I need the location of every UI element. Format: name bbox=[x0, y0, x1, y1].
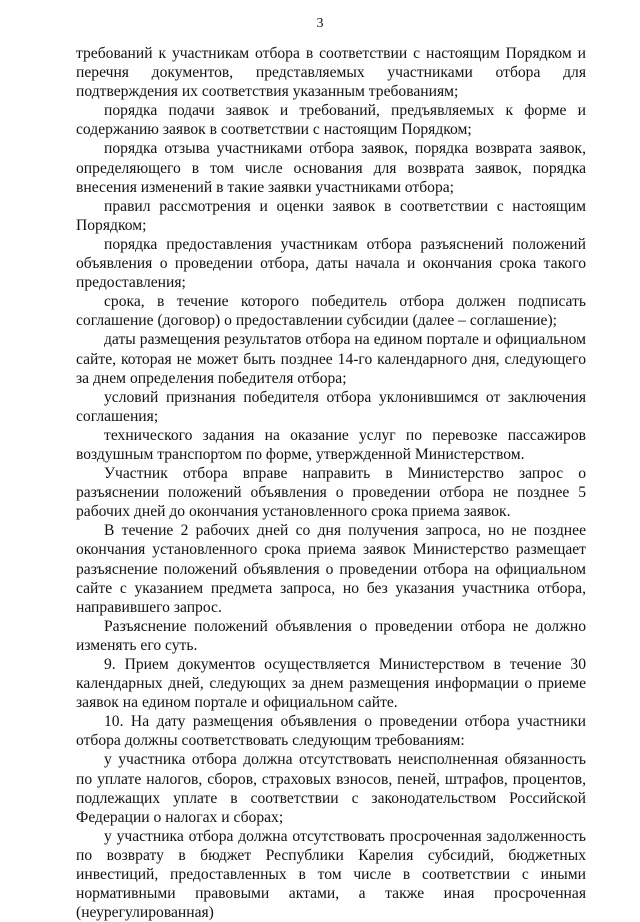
paragraph-technical-task: технического задания на оказание услуг по перевозке пассажиров воздушным транспортом по форме, утвержденной Министерством. bbox=[76, 426, 586, 463]
paragraph-tax-debt: у участника отбора должна отсутствовать неисполненная обязанность по уплате налогов, сборов, страховых взносов, пеней, штрафов, процентов, подлежащих уплате в соответствии с законодательством Российской Федерации о налогах и сборах; bbox=[76, 751, 586, 826]
paragraph-item-10: 10. На дату размещения объявления о проведении отбора участники отбора должны соответствовать следующим требованиям: bbox=[76, 713, 586, 750]
paragraph-application-procedure: порядка подачи заявок и требований, предъявляемых к форме и содержанию заявок в соответствии с настоящим Порядком; bbox=[76, 102, 586, 139]
page-number: 3 bbox=[316, 16, 324, 31]
document-body bbox=[76, 44, 586, 922]
paragraph-results-date: даты размещения результатов отбора на едином портале и официальном сайте, которая не может быть позднее 14-го календарного дня, следующего за днем определения победителя отбора; bbox=[76, 331, 586, 387]
paragraph-clarification-essence: Разъяснение положений объявления о проведении отбора не должно изменять его суть. bbox=[76, 617, 586, 654]
paragraph-withdrawal-procedure: порядка отзыва участниками отбора заявок, порядка возврата заявок, определяющего в том числе основания для возврата заявок, порядка внесения изменений в такие заявки участниками отбора; bbox=[76, 140, 586, 196]
paragraph-overdue-debt: у участника отбора должна отсутствовать просроченная задолженность по возврату в бюджет Республики Карелия субсидий, бюджетных инвестиций, предоставленных в том числе в соответствии с иными нормативными правовыми актами, а также иная просроченная (неурегулированная) bbox=[76, 827, 586, 922]
paragraph-requirements-list: требований к участникам отбора в соответствии с настоящим Порядком и перечня документов, представляемых участниками отбора для подтверждения их соответствия указанным требованиям; bbox=[76, 45, 586, 101]
paragraph-clarification-procedure: порядка предоставления участникам отбора разъяснений положений объявления о проведении отбора, даты начала и окончания срока такого предоставления; bbox=[76, 235, 586, 292]
paragraph-evasion-conditions: условий признания победителя отбора уклонившимся от заключения соглашения; bbox=[76, 388, 586, 425]
paragraph-signing-term: срока, в течение которого победитель отбора должен подписать соглашение (договор) о предоставлении субсидии (далее – соглашение); bbox=[76, 293, 586, 330]
paragraph-item-9: 9. Прием документов осуществляется Министерством в течение 30 календарных дней, следующих за днем размещения информации о приеме заявок на едином портале и официальном сайте. bbox=[76, 656, 586, 712]
paragraph-clarification-publication: В течение 2 рабочих дней со дня получения запроса, но не позднее окончания установленного срока приема заявок Министерство размещает разъяснение положений объявления о проведении отбора на официальном сайте с указанием предмета запроса, но без указания участника отбора, направившего запрос. bbox=[76, 522, 586, 616]
paragraph-evaluation-rules: правил рассмотрения и оценки заявок в соответствии с настоящим Порядком; bbox=[76, 197, 586, 234]
paragraph-clarification-request: Участник отбора вправе направить в Министерство запрос о разъяснении положений объявления о проведении отбора не позднее 5 рабочих дней до окончания установленного срока приема заявок. bbox=[76, 465, 586, 521]
